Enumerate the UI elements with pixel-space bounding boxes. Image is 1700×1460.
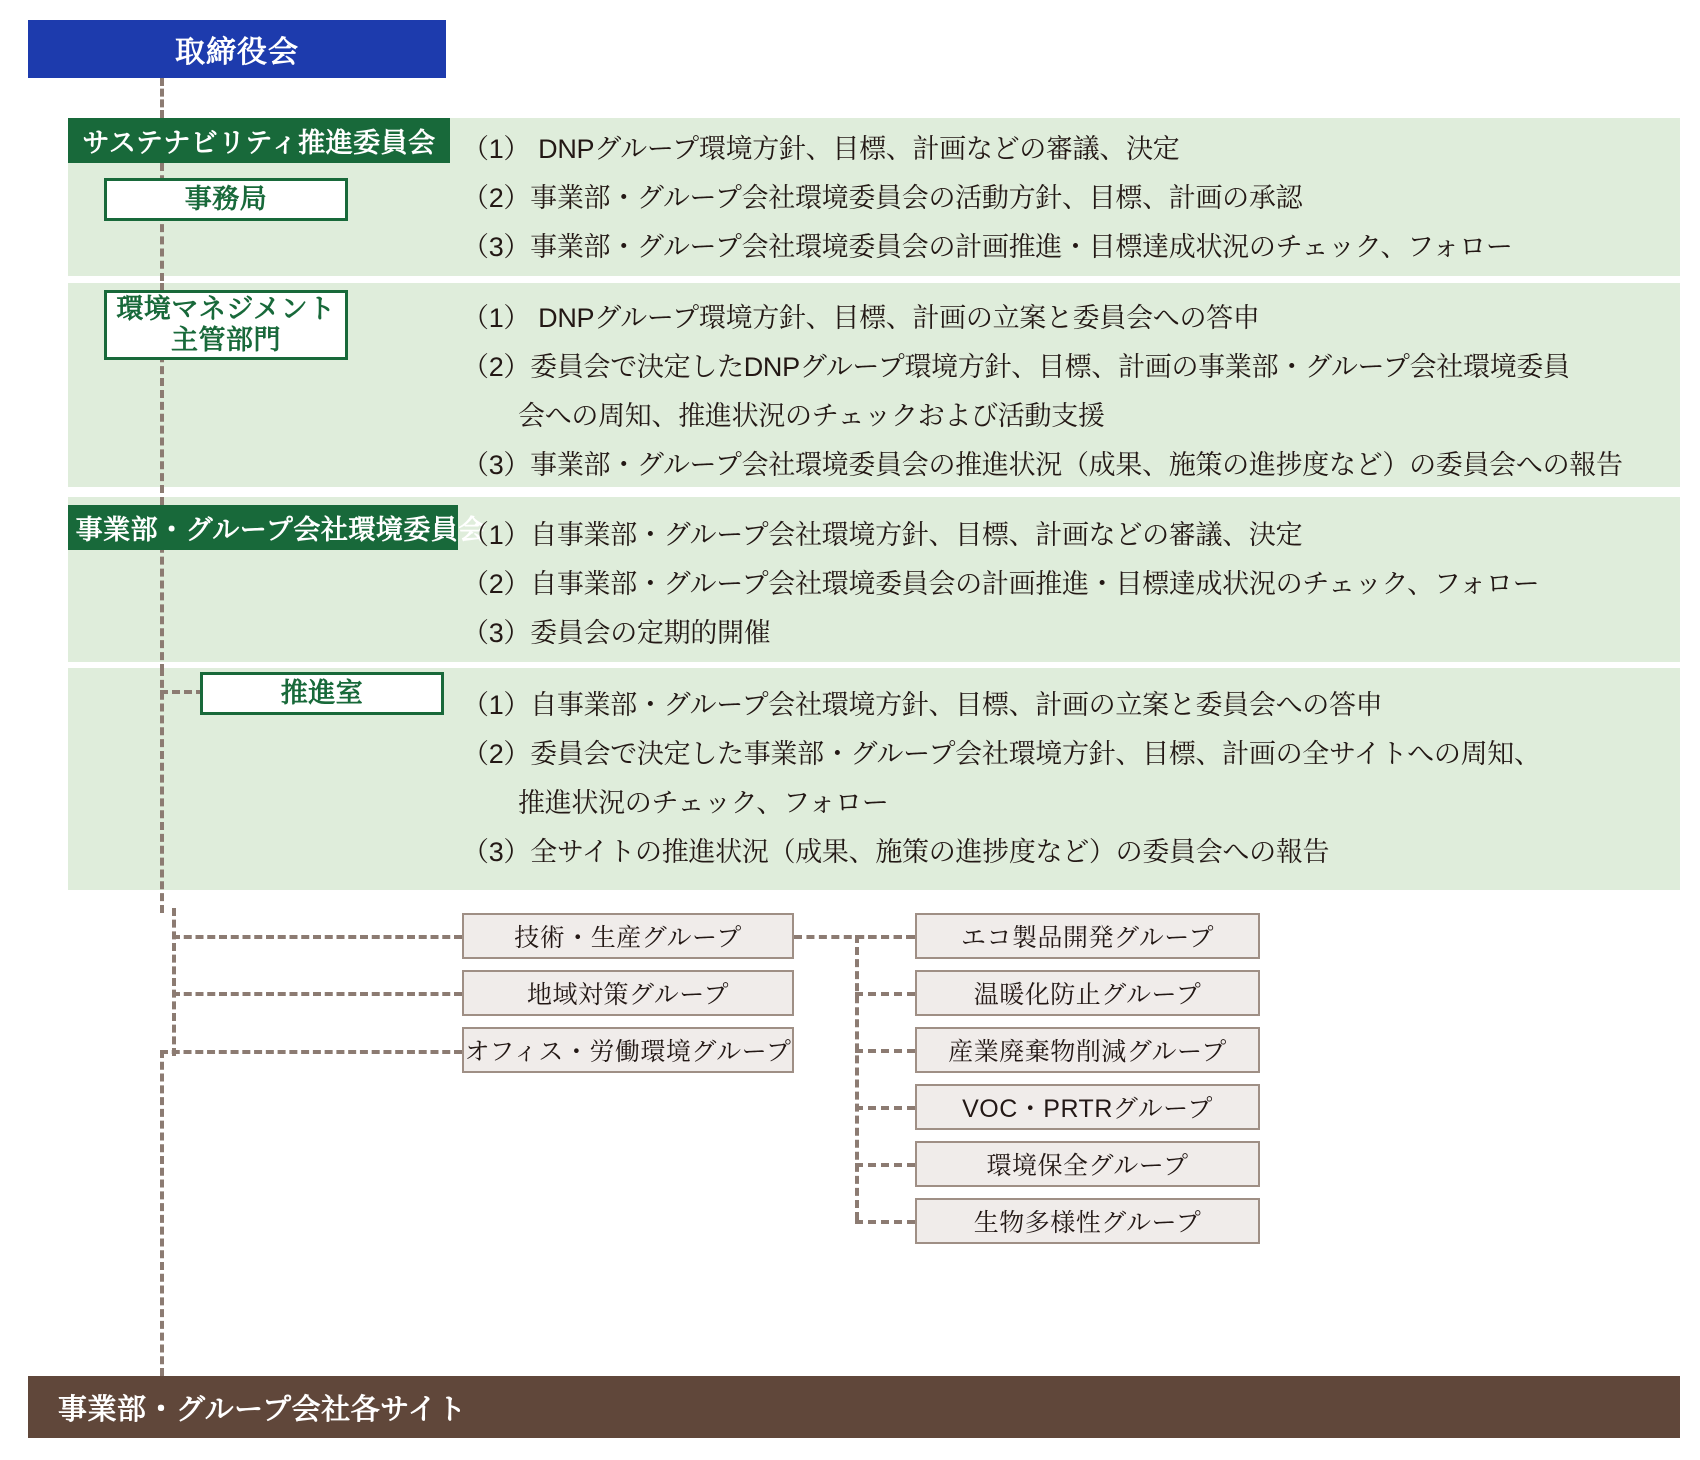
group-box-regional-measures[interactable]: 地域対策グループ: [462, 970, 794, 1016]
list-item: [462, 522, 1539, 549]
connector-spine-section-4: [160, 668, 164, 913]
list-item: [462, 136, 1513, 163]
list-item: [462, 571, 1539, 598]
list-item-number: （1）: [462, 134, 531, 164]
list-item-text: 推進状況のチェック、フォロー: [518, 788, 889, 818]
list-item-text: 自事業部・グループ会社環境委員会の計画推進・目標達成状況のチェック、フォロー: [530, 569, 1540, 599]
box-promotion-office: 推進室: [200, 672, 444, 715]
connector-to-environmental-conservation-group: [855, 1163, 915, 1167]
group-box-voc-prtr[interactable]: VOC・PRTRグループ: [915, 1084, 1260, 1130]
list-item-text: 自事業部・グループ会社環境方針、目標、計画の立案と委員会への答申: [530, 690, 1383, 720]
tag-sustainability-committee: サステナビリティ推進委員会: [68, 118, 450, 163]
list-item-text: DNPグループ環境方針、目標、計画の立案と委員会への答申: [538, 303, 1260, 333]
list-item-number: （2）: [462, 739, 531, 769]
list-item-text: 全サイトの推進状況（成果、施策の進捗度など）の委員会への報告: [530, 837, 1330, 867]
sites-bar: 事業部・グループ会社各サイト: [28, 1376, 1680, 1438]
group-box-eco-product-development[interactable]: エコ製品開発グループ: [915, 913, 1260, 959]
list-item-number: （2）: [462, 569, 531, 599]
connector-to-regional-measures-group: [172, 992, 462, 996]
list-item-number: （2）: [462, 183, 531, 213]
list-item: [462, 452, 1623, 479]
list-item-text: 事業部・グループ会社環境委員会の計画推進・目標達成状況のチェック、フォロー: [530, 232, 1513, 262]
group-box-environmental-conservation[interactable]: 環境保全グループ: [915, 1141, 1260, 1187]
connector-left-groups-riser: [172, 908, 176, 1056]
list-item-number: （3）: [462, 837, 531, 867]
group-box-tech-production[interactable]: 技術・生産グループ: [462, 913, 794, 959]
group-box-global-warming-prevention[interactable]: 温暖化防止グループ: [915, 970, 1260, 1016]
box-line-2: 主管部門: [171, 325, 281, 355]
connector-to-global-warming-prevention-group: [855, 992, 915, 996]
board-of-directors-bar: 取締役会: [28, 20, 446, 78]
list-item: [462, 741, 1541, 768]
list-item-text: 会への周知、推進状況のチェックおよび活動支援: [518, 401, 1105, 431]
box-secretariat: 事務局: [104, 178, 348, 221]
list-item-text: 委員会の定期的開催: [530, 618, 771, 648]
list-item-continuation: [462, 403, 1623, 430]
section-1-items: [462, 136, 1513, 283]
connector-board-to-committee: [160, 78, 164, 118]
list-item: [462, 185, 1513, 212]
connector-spine-to-sites-bar: [160, 1050, 164, 1376]
list-item-number: （1）: [462, 520, 531, 550]
connector-to-office-work-environment-group: [160, 1050, 462, 1054]
list-item-text: 委員会で決定した事業部・グループ会社環境方針、目標、計画の全サイトへの周知、: [530, 739, 1541, 769]
connector-spine-to-promotion-office: [160, 690, 204, 694]
box-line-1: 環境マネジメント: [116, 293, 336, 324]
list-item-number: （3）: [462, 232, 531, 262]
connector-to-industrial-waste-reduction-group: [855, 1049, 915, 1053]
list-item-number: （1）: [462, 690, 531, 720]
group-box-industrial-waste-reduction[interactable]: 産業廃棄物削減グループ: [915, 1027, 1260, 1073]
section-3-items: [462, 522, 1539, 669]
list-item-text: 事業部・グループ会社環境委員会の活動方針、目標、計画の承認: [530, 183, 1303, 213]
connector-to-tech-production-group: [172, 935, 462, 939]
list-item-continuation: [462, 790, 1541, 817]
list-item-number: （3）: [462, 450, 531, 480]
section-4-items: [462, 692, 1541, 888]
connector-to-eco-product-development-group: [855, 935, 915, 939]
section-2-items: [462, 305, 1623, 501]
list-item-number: （2）: [462, 352, 531, 382]
list-item: [462, 234, 1513, 261]
tag-division-group-company-committee: 各 事業部・グループ会社環境委員会: [68, 505, 458, 550]
list-item: [462, 692, 1541, 719]
group-box-office-work-environment[interactable]: オフィス・労働環境グループ: [462, 1027, 794, 1073]
connector-to-biodiversity-group: [855, 1220, 915, 1224]
connector-right-groups-riser: [855, 935, 859, 1220]
connector-to-voc-prtr-group: [855, 1106, 915, 1110]
list-item-text: 事業部・グループ会社環境委員会の推進状況（成果、施策の進捗度など）の委員会への報告: [530, 450, 1623, 480]
list-item-text: DNPグループ環境方針、目標、計画などの審議、決定: [538, 134, 1180, 164]
list-item: [462, 620, 1539, 647]
list-item-text: 自事業部・グループ会社環境方針、目標、計画などの審議、決定: [530, 520, 1303, 550]
box-environment-management-dept: [104, 290, 348, 360]
list-item-number: （3）: [462, 618, 531, 648]
list-item: [462, 354, 1623, 381]
list-item: [462, 839, 1541, 866]
list-item-number: （1）: [462, 303, 531, 333]
list-item: [462, 305, 1623, 332]
list-item-text: 委員会で決定したDNPグループ環境方針、目標、計画の事業部・グループ会社環境委員: [530, 352, 1570, 382]
group-box-biodiversity[interactable]: 生物多様性グループ: [915, 1198, 1260, 1244]
